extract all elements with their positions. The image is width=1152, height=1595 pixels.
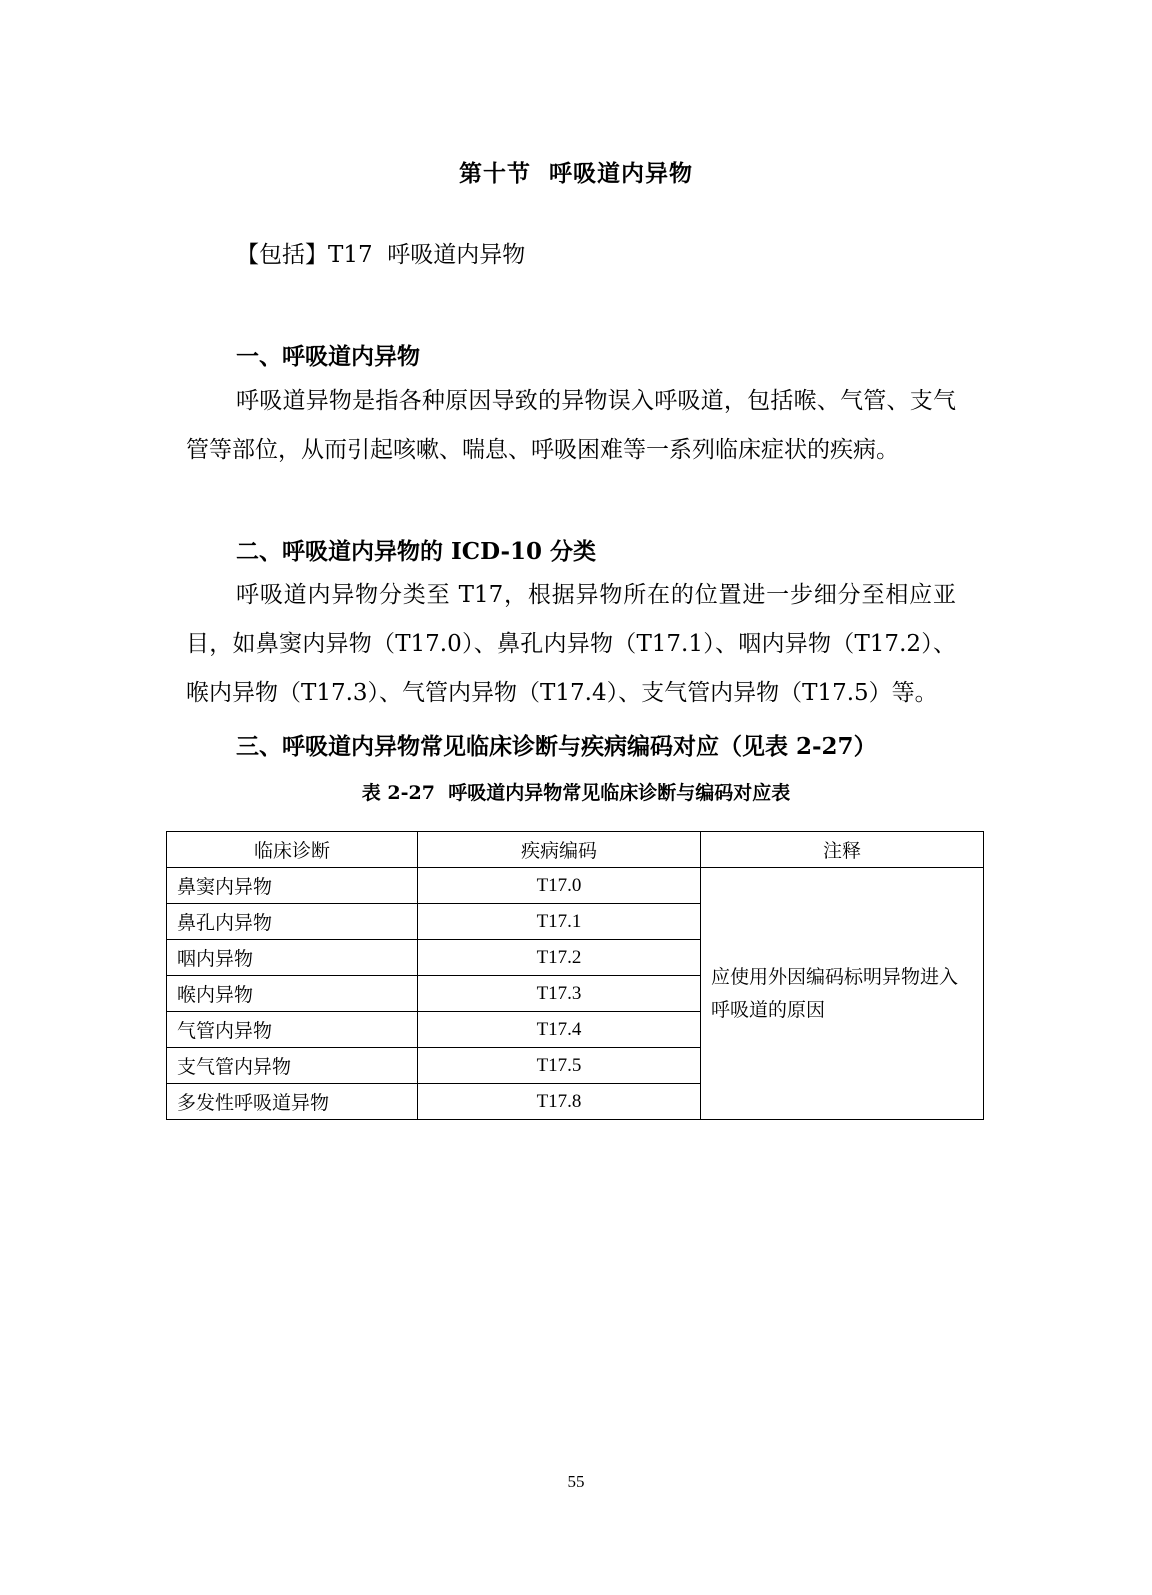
code-cell: T17.2: [418, 940, 701, 976]
paragraph-2: 呼吸道内异物分类至 T17，根据异物所在的位置进一步细分至相应亚目，如鼻窦内异物（T17.0）、鼻孔内异物（T17.1）、咽内异物（T17.2）、喉内异物（T17.3）、气管内异物（T17.4）、支气管内异物（T17.5）等。: [186, 582, 956, 706]
note-cell: 应使用外因编码标明异物进入呼吸道的原因: [701, 868, 984, 1120]
table-caption: 表 2-27 呼吸道内异物常见临床诊断与编码对应表: [361, 782, 791, 804]
diagnosis-cell: 气管内异物: [167, 1012, 418, 1048]
code-cell: T17.5: [418, 1048, 701, 1084]
diagnosis-cell: 鼻窦内异物: [167, 868, 418, 904]
code-table: [166, 831, 984, 1120]
heading-1: 一、呼吸道内异物: [236, 343, 420, 370]
code-cell: T17.4: [418, 1012, 701, 1048]
section-title: 第十节 呼吸道内异物: [458, 160, 693, 187]
code-cell: T17.1: [418, 904, 701, 940]
header-diagnosis: 临床诊断: [167, 832, 418, 868]
diagnosis-cell: 支气管内异物: [167, 1048, 418, 1084]
heading-2: 二、呼吸道内异物的 ICD-10 分类: [236, 538, 597, 565]
header-note: 注释: [701, 832, 984, 868]
paragraph-1: 呼吸道异物是指各种原因导致的异物误入呼吸道，包括喉、气管、支气管等部位，从而引起咳嗽、喘息、呼吸困难等一系列临床症状的疾病。: [186, 388, 956, 463]
diagnosis-cell: 多发性呼吸道异物: [167, 1084, 418, 1120]
code-cell: T17.0: [418, 868, 701, 904]
page-number: 55: [567, 1472, 585, 1491]
diagnosis-cell: 咽内异物: [167, 940, 418, 976]
diagnosis-cell: 鼻孔内异物: [167, 904, 418, 940]
include-line: 【包括】T17 呼吸道内异物: [236, 242, 526, 268]
table-header-row: [167, 832, 984, 868]
code-cell: T17.3: [418, 976, 701, 1012]
code-cell: T17.8: [418, 1084, 701, 1120]
header-code: 疾病编码: [418, 832, 701, 868]
diagnosis-cell: 喉内异物: [167, 976, 418, 1012]
table-row: [167, 868, 984, 904]
heading-3: 三、呼吸道内异物常见临床诊断与疾病编码对应（见表 2-27）: [236, 733, 877, 760]
